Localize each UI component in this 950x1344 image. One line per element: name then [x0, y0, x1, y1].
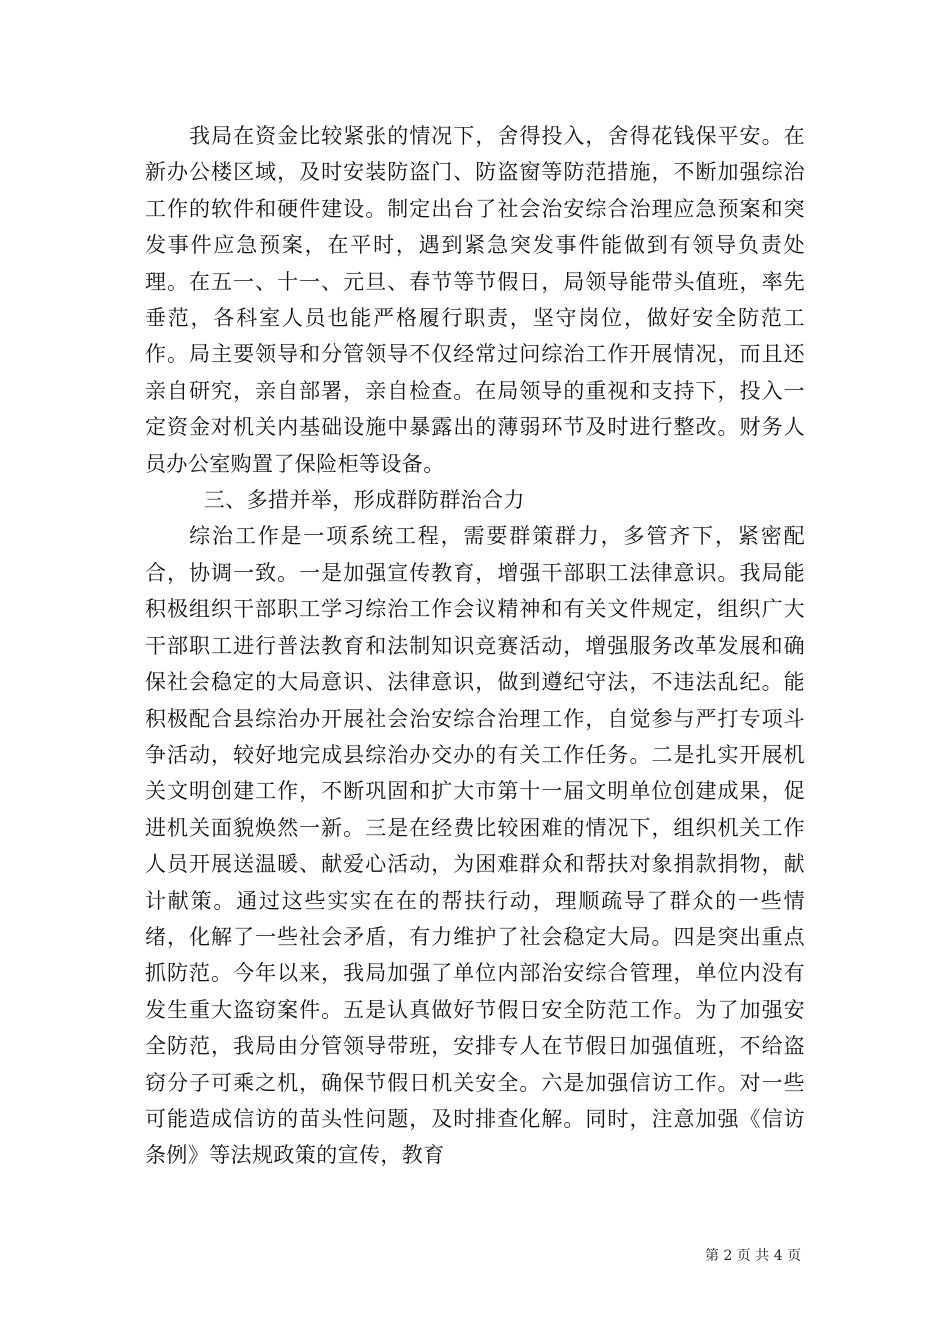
paragraph-security-investment: 我局在资金比较紧张的情况下，舍得投入，舍得花钱保平安。在新办公楼区域，及时安装防盗门、防盗窗等防范措施，不断加强综治工作的软件和硬件建设。制定出台了社会治安综合治理应急预案和突发事件应急预案，在平时，遇到紧急突发事件能做到有领导负责处理。在五一、十一、元旦、春节等节假日，局领导能带头值班，率先垂范，各科室人员也能严格履行职责，坚守岗位，做好安全防范工作。局主要领导和分管领导不仅经常过问综治工作开展情况，而且还亲自研究，亲自部署，亲自检查。在局领导的重视和支持下，投入一定资金对机关内基础设施中暴露出的薄弱环节及时进行整改。财务人员办公室购置了保险柜等设备。: [145, 124, 805, 476]
page-number-footer: 第 2 页 共 4 页: [705, 1248, 802, 1264]
document-body: [145, 118, 805, 1174]
paragraph-joint-governance: 综治工作是一项系统工程，需要群策群力，多管齐下，紧密配合，协调一致。一是加强宣传教育，增强干部职工法律意识。我局能积极组织干部职工学习综治工作会议精神和有关文件规定，组织广大干部职工进行普法教育和法制知识竞赛活动，增强服务改革发展和确保社会稳定的大局意识、法律意识，做到遵纪守法，不违法乱纪。能积极配合县综治办开展社会治安综合治理工作，自觉参与严打专项斗争活动，较好地完成县综治办交办的有关工作任务。二是扎实开展机关文明创建工作，不断巩固和扩大市第十一届文明单位创建成果，促进机关面貌焕然一新。三是在经费比较困难的情况下，组织机关工作人员开展送温暖、献爱心活动，为困难群众和帮扶对象捐款捐物，献计献策。通过这些实实在在的帮扶行动，理顺疏导了群众的一些情绪，化解了一些社会矛盾，有力维护了社会稳定大局。四是突出重点抓防范。今年以来，我局加强了单位内部治安综合管理，单位内没有发生重大盗窃案件。五是认真做好节假日安全防范工作。为了加强安全防范，我局由分管领导带班，安排专人在节假日加强值班，不给盗窃分子可乘之机，确保节假日机关安全。六是加强信访工作。对一些可能造成信访的苗头性问题，及时排查化解。同时，注意加强《信访条例》等法规政策的宣传，教育: [145, 524, 805, 1168]
section-heading: 三、多措并举，形成群防群治合力: [203, 488, 525, 513]
